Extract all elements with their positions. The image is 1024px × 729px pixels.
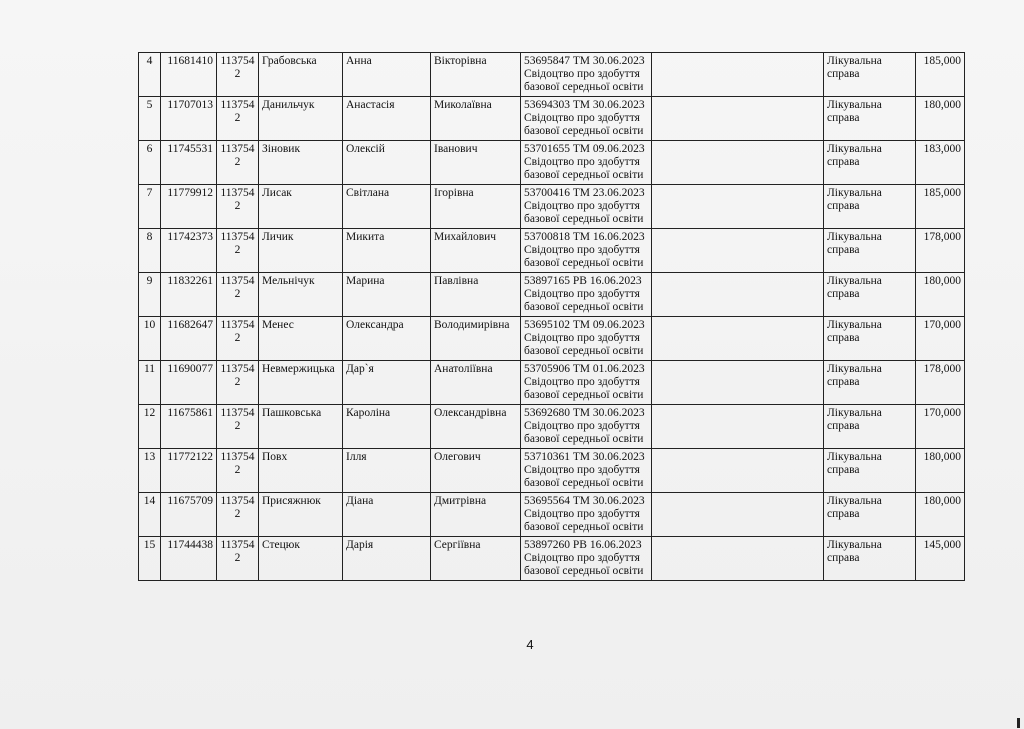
score: 180,000 bbox=[923, 495, 961, 507]
row-number: 7 bbox=[146, 187, 153, 199]
document-type-line2: базової середньої освіти bbox=[524, 345, 644, 357]
score-cell bbox=[916, 537, 965, 581]
document-type-line1: Свідоцтво про здобуття bbox=[524, 112, 640, 124]
empty-cell bbox=[652, 537, 824, 581]
applicant-id-cell bbox=[161, 273, 217, 317]
first-name: Діана bbox=[346, 495, 374, 507]
score-cell bbox=[916, 185, 965, 229]
first-name-cell bbox=[343, 185, 431, 229]
table-row bbox=[139, 229, 965, 273]
first-name-cell bbox=[343, 317, 431, 361]
patronymic-cell bbox=[431, 97, 521, 141]
specialty-code-part1: 113754 bbox=[220, 319, 255, 331]
applicant-id-cell bbox=[161, 141, 217, 185]
document-cell bbox=[521, 537, 652, 581]
document-cell bbox=[521, 53, 652, 97]
specialty-code-cell bbox=[217, 273, 259, 317]
score: 185,000 bbox=[923, 55, 961, 67]
program-line1: Лікувальна bbox=[827, 55, 882, 67]
empty-cell bbox=[652, 317, 824, 361]
specialty-code-cell bbox=[217, 449, 259, 493]
table-row bbox=[139, 405, 965, 449]
specialty-code-cell bbox=[217, 97, 259, 141]
document-type-line1: Свідоцтво про здобуття bbox=[524, 376, 640, 388]
document-cell bbox=[521, 141, 652, 185]
specialty-code-cell bbox=[217, 141, 259, 185]
document-number: 53700818 ТМ 16.06.2023 bbox=[524, 231, 645, 243]
specialty-code-part1: 113754 bbox=[220, 55, 255, 67]
specialty-code-part1: 113754 bbox=[220, 275, 255, 287]
row-number: 12 bbox=[143, 407, 156, 419]
program-line2: справа bbox=[827, 552, 860, 564]
document-number: 53692680 ТМ 30.06.2023 bbox=[524, 407, 645, 419]
applicant-id-cell bbox=[161, 229, 217, 273]
first-name-cell bbox=[343, 141, 431, 185]
document-type-line2: базової середньої освіти bbox=[524, 477, 644, 489]
document-cell bbox=[521, 361, 652, 405]
surname-cell bbox=[259, 493, 343, 537]
first-name-cell bbox=[343, 361, 431, 405]
document-number: 53897165 РВ 16.06.2023 bbox=[524, 275, 642, 287]
score-cell bbox=[916, 229, 965, 273]
first-name: Кароліна bbox=[346, 407, 391, 419]
specialty-code-cell bbox=[217, 493, 259, 537]
document-type-line2: базової середньої освіти bbox=[524, 213, 644, 225]
row-number: 8 bbox=[146, 231, 153, 243]
program-cell bbox=[824, 449, 916, 493]
score: 180,000 bbox=[923, 275, 961, 287]
program-line1: Лікувальна bbox=[827, 143, 882, 155]
first-name-cell bbox=[343, 53, 431, 97]
score-cell bbox=[916, 53, 965, 97]
row-number-cell bbox=[139, 53, 161, 97]
page-number: 4 bbox=[526, 637, 534, 652]
table-row bbox=[139, 317, 965, 361]
program-line1: Лікувальна bbox=[827, 231, 882, 243]
document-type-line2: базової середньої освіти bbox=[524, 169, 644, 181]
score: 180,000 bbox=[923, 99, 961, 111]
row-number-cell bbox=[139, 493, 161, 537]
first-name: Марина bbox=[346, 275, 385, 287]
row-number-cell bbox=[139, 361, 161, 405]
program-line1: Лікувальна bbox=[827, 319, 882, 331]
score: 170,000 bbox=[923, 407, 961, 419]
applicants-table bbox=[138, 52, 965, 581]
table-row bbox=[139, 53, 965, 97]
score-cell bbox=[916, 97, 965, 141]
program-cell bbox=[824, 97, 916, 141]
row-number: 15 bbox=[143, 539, 156, 551]
document-cell bbox=[521, 229, 652, 273]
first-name-cell bbox=[343, 493, 431, 537]
surname-cell bbox=[259, 537, 343, 581]
patronymic-cell bbox=[431, 141, 521, 185]
program-line2: справа bbox=[827, 68, 860, 80]
empty-cell bbox=[652, 449, 824, 493]
applicant-id: 11832261 bbox=[167, 275, 213, 287]
first-name: Олександра bbox=[346, 319, 404, 331]
first-name: Дар`я bbox=[346, 363, 374, 375]
empty-cell bbox=[652, 141, 824, 185]
specialty-code-part2: 2 bbox=[234, 376, 241, 388]
row-number-cell bbox=[139, 185, 161, 229]
document-type-line2: базової середньої освіти bbox=[524, 433, 644, 445]
score: 145,000 bbox=[923, 539, 961, 551]
document-type-line1: Свідоцтво про здобуття bbox=[524, 464, 640, 476]
surname: Личик bbox=[262, 231, 294, 243]
patronymic-cell bbox=[431, 449, 521, 493]
row-number-cell bbox=[139, 317, 161, 361]
specialty-code-part2: 2 bbox=[234, 288, 241, 300]
patronymic-cell bbox=[431, 493, 521, 537]
row-number: 4 bbox=[146, 55, 153, 67]
document-type-line1: Свідоцтво про здобуття bbox=[524, 332, 640, 344]
document-type-line2: базової середньої освіти bbox=[524, 565, 644, 577]
patronymic-cell bbox=[431, 317, 521, 361]
row-number: 5 bbox=[146, 99, 153, 111]
first-name: Дарія bbox=[346, 539, 374, 551]
patronymic: Ігорівна bbox=[434, 187, 474, 199]
patronymic-cell bbox=[431, 185, 521, 229]
first-name-cell bbox=[343, 97, 431, 141]
score-cell bbox=[916, 361, 965, 405]
first-name: Анна bbox=[346, 55, 372, 67]
document-type-line1: Свідоцтво про здобуття bbox=[524, 156, 640, 168]
applicant-id: 11779912 bbox=[167, 187, 213, 199]
document-type-line1: Свідоцтво про здобуття bbox=[524, 508, 640, 520]
document-type-line2: базової середньої освіти bbox=[524, 301, 644, 313]
specialty-code-cell bbox=[217, 229, 259, 273]
applicant-id: 11682647 bbox=[167, 319, 213, 331]
patronymic: Павлівна bbox=[434, 275, 479, 287]
document-number: 53695564 ТМ 30.06.2023 bbox=[524, 495, 645, 507]
patronymic-cell bbox=[431, 53, 521, 97]
patronymic-cell bbox=[431, 229, 521, 273]
program-cell bbox=[824, 317, 916, 361]
program-line1: Лікувальна bbox=[827, 363, 882, 375]
surname-cell bbox=[259, 405, 343, 449]
specialty-code-part2: 2 bbox=[234, 68, 241, 80]
specialty-code-part1: 113754 bbox=[220, 99, 255, 111]
surname: Стецюк bbox=[262, 539, 300, 551]
document-cell bbox=[521, 97, 652, 141]
document-type-line1: Свідоцтво про здобуття bbox=[524, 68, 640, 80]
score: 178,000 bbox=[923, 231, 961, 243]
score-cell bbox=[916, 493, 965, 537]
applicant-id-cell bbox=[161, 185, 217, 229]
program-cell bbox=[824, 53, 916, 97]
specialty-code-part1: 113754 bbox=[220, 451, 255, 463]
program-line1: Лікувальна bbox=[827, 187, 882, 199]
document-type-line2: базової середньої освіти bbox=[524, 521, 644, 533]
patronymic-cell bbox=[431, 405, 521, 449]
document-cell bbox=[521, 317, 652, 361]
patronymic: Володимирівна bbox=[434, 319, 510, 331]
row-number: 11 bbox=[143, 363, 156, 375]
empty-cell bbox=[652, 405, 824, 449]
applicant-id-cell bbox=[161, 317, 217, 361]
program-cell bbox=[824, 537, 916, 581]
applicant-id: 11707013 bbox=[167, 99, 213, 111]
program-line2: справа bbox=[827, 332, 860, 344]
specialty-code-cell bbox=[217, 361, 259, 405]
applicant-id-cell bbox=[161, 537, 217, 581]
specialty-code-part1: 113754 bbox=[220, 363, 255, 375]
surname-cell bbox=[259, 141, 343, 185]
empty-cell bbox=[652, 273, 824, 317]
patronymic: Іванович bbox=[434, 143, 478, 155]
row-number-cell bbox=[139, 449, 161, 493]
table-row bbox=[139, 493, 965, 537]
table-row bbox=[139, 97, 965, 141]
score: 180,000 bbox=[923, 451, 961, 463]
surname-cell bbox=[259, 273, 343, 317]
program-line1: Лікувальна bbox=[827, 451, 882, 463]
program-cell bbox=[824, 229, 916, 273]
score-cell bbox=[916, 317, 965, 361]
program-cell bbox=[824, 141, 916, 185]
program-cell bbox=[824, 405, 916, 449]
specialty-code-part2: 2 bbox=[234, 156, 241, 168]
specialty-code-part2: 2 bbox=[234, 244, 241, 256]
applicant-id: 11772122 bbox=[167, 451, 213, 463]
document-number: 53695847 ТМ 30.06.2023 bbox=[524, 55, 645, 67]
first-name: Олексій bbox=[346, 143, 385, 155]
specialty-code-part1: 113754 bbox=[220, 231, 255, 243]
surname: Повх bbox=[262, 451, 288, 463]
score-cell bbox=[916, 449, 965, 493]
first-name: Микита bbox=[346, 231, 385, 243]
applicant-id: 11681410 bbox=[167, 55, 213, 67]
program-cell bbox=[824, 361, 916, 405]
program-line2: справа bbox=[827, 200, 860, 212]
specialty-code-part2: 2 bbox=[234, 112, 241, 124]
document-number: 53710361 ТМ 30.06.2023 bbox=[524, 451, 645, 463]
specialty-code-cell bbox=[217, 53, 259, 97]
empty-cell bbox=[652, 229, 824, 273]
empty-cell bbox=[652, 97, 824, 141]
patronymic: Анатоліївна bbox=[434, 363, 493, 375]
first-name-cell bbox=[343, 229, 431, 273]
document-type-line2: базової середньої освіти bbox=[524, 389, 644, 401]
empty-cell bbox=[652, 185, 824, 229]
program-cell bbox=[824, 185, 916, 229]
document-type-line2: базової середньої освіти bbox=[524, 257, 644, 269]
program-line1: Лікувальна bbox=[827, 275, 882, 287]
patronymic-cell bbox=[431, 273, 521, 317]
program-line1: Лікувальна bbox=[827, 407, 882, 419]
table-body bbox=[139, 53, 965, 581]
document-number: 53701655 ТМ 09.06.2023 bbox=[524, 143, 645, 155]
program-line1: Лікувальна bbox=[827, 539, 882, 551]
specialty-code-cell bbox=[217, 317, 259, 361]
program-cell bbox=[824, 493, 916, 537]
document-cell bbox=[521, 493, 652, 537]
specialty-code-part2: 2 bbox=[234, 200, 241, 212]
score-cell bbox=[916, 273, 965, 317]
document-cell bbox=[521, 405, 652, 449]
table-row bbox=[139, 141, 965, 185]
applicant-id-cell bbox=[161, 53, 217, 97]
patronymic-cell bbox=[431, 361, 521, 405]
row-number: 9 bbox=[146, 275, 153, 287]
patronymic: Олександрівна bbox=[434, 407, 507, 419]
row-number-cell bbox=[139, 273, 161, 317]
program-line2: справа bbox=[827, 112, 860, 124]
specialty-code-cell bbox=[217, 405, 259, 449]
first-name-cell bbox=[343, 537, 431, 581]
program-cell bbox=[824, 273, 916, 317]
document-cell bbox=[521, 449, 652, 493]
surname: Невмержицька bbox=[262, 363, 335, 375]
applicant-id: 11690077 bbox=[167, 363, 213, 375]
document-type-line2: базової середньої освіти bbox=[524, 81, 644, 93]
patronymic: Олегович bbox=[434, 451, 481, 463]
surname-cell bbox=[259, 185, 343, 229]
document-type-line1: Свідоцтво про здобуття bbox=[524, 552, 640, 564]
score-cell bbox=[916, 141, 965, 185]
row-number-cell bbox=[139, 97, 161, 141]
specialty-code-part2: 2 bbox=[234, 332, 241, 344]
surname-cell bbox=[259, 97, 343, 141]
scan-edge-mark bbox=[1017, 718, 1020, 728]
applicant-id-cell bbox=[161, 97, 217, 141]
score: 183,000 bbox=[923, 143, 961, 155]
table-row bbox=[139, 273, 965, 317]
patronymic: Сергіївна bbox=[434, 539, 481, 551]
patronymic: Михайлович bbox=[434, 231, 497, 243]
table-row bbox=[139, 449, 965, 493]
document-number: 53695102 ТМ 09.06.2023 bbox=[524, 319, 645, 331]
surname: Лисак bbox=[262, 187, 292, 199]
specialty-code-part1: 113754 bbox=[220, 539, 255, 551]
specialty-code-part1: 113754 bbox=[220, 143, 255, 155]
program-line2: справа bbox=[827, 508, 860, 520]
surname-cell bbox=[259, 229, 343, 273]
surname-cell bbox=[259, 53, 343, 97]
first-name-cell bbox=[343, 449, 431, 493]
patronymic: Вікторівна bbox=[434, 55, 487, 67]
program-line2: справа bbox=[827, 288, 860, 300]
row-number-cell bbox=[139, 141, 161, 185]
row-number-cell bbox=[139, 405, 161, 449]
row-number: 13 bbox=[143, 451, 156, 463]
first-name-cell bbox=[343, 405, 431, 449]
row-number: 6 bbox=[146, 143, 153, 155]
document-number: 53705906 ТМ 01.06.2023 bbox=[524, 363, 645, 375]
applicant-id-cell bbox=[161, 361, 217, 405]
document-type-line2: базової середньої освіти bbox=[524, 125, 644, 137]
table-row bbox=[139, 537, 965, 581]
surname: Зіновик bbox=[262, 143, 301, 155]
patronymic-cell bbox=[431, 537, 521, 581]
table-row bbox=[139, 361, 965, 405]
first-name: Ілля bbox=[346, 451, 367, 463]
program-line2: справа bbox=[827, 420, 860, 432]
score: 185,000 bbox=[923, 187, 961, 199]
patronymic: Миколаївна bbox=[434, 99, 492, 111]
applicant-id-cell bbox=[161, 493, 217, 537]
surname: Менес bbox=[262, 319, 294, 331]
applicant-id: 11675861 bbox=[167, 407, 213, 419]
document-type-line1: Свідоцтво про здобуття bbox=[524, 200, 640, 212]
row-number: 14 bbox=[143, 495, 156, 507]
row-number-cell bbox=[139, 537, 161, 581]
specialty-code-cell bbox=[217, 185, 259, 229]
document-number: 53700416 ТМ 23.06.2023 bbox=[524, 187, 645, 199]
program-line2: справа bbox=[827, 244, 860, 256]
specialty-code-part2: 2 bbox=[234, 552, 241, 564]
patronymic: Дмитрівна bbox=[434, 495, 487, 507]
program-line1: Лікувальна bbox=[827, 99, 882, 111]
specialty-code-part1: 113754 bbox=[220, 495, 255, 507]
applicant-id-cell bbox=[161, 405, 217, 449]
specialty-code-part2: 2 bbox=[234, 508, 241, 520]
document-type-line1: Свідоцтво про здобуття bbox=[524, 420, 640, 432]
surname-cell bbox=[259, 449, 343, 493]
row-number: 10 bbox=[143, 319, 156, 331]
table-row bbox=[139, 185, 965, 229]
applicant-id: 11744438 bbox=[167, 539, 213, 551]
program-line2: справа bbox=[827, 464, 860, 476]
score: 178,000 bbox=[923, 363, 961, 375]
surname-cell bbox=[259, 361, 343, 405]
document-cell bbox=[521, 185, 652, 229]
applicant-id: 11745531 bbox=[167, 143, 213, 155]
score-cell bbox=[916, 405, 965, 449]
surname: Присяжнюк bbox=[262, 495, 321, 507]
program-line1: Лікувальна bbox=[827, 495, 882, 507]
score: 170,000 bbox=[923, 319, 961, 331]
specialty-code-part2: 2 bbox=[234, 420, 241, 432]
document-number: 53897260 РВ 16.06.2023 bbox=[524, 539, 642, 551]
document-number: 53694303 ТМ 30.06.2023 bbox=[524, 99, 645, 111]
surname: Пашковська bbox=[262, 407, 322, 419]
empty-cell bbox=[652, 493, 824, 537]
specialty-code-part1: 113754 bbox=[220, 187, 255, 199]
surname: Мельнічук bbox=[262, 275, 315, 287]
specialty-code-cell bbox=[217, 537, 259, 581]
program-line2: справа bbox=[827, 156, 860, 168]
first-name: Анастасія bbox=[346, 99, 395, 111]
row-number-cell bbox=[139, 229, 161, 273]
surname: Грабовська bbox=[262, 55, 317, 67]
applicant-id: 11675709 bbox=[167, 495, 213, 507]
surname: Данильчук bbox=[262, 99, 315, 111]
empty-cell bbox=[652, 53, 824, 97]
document-cell bbox=[521, 273, 652, 317]
document-type-line1: Свідоцтво про здобуття bbox=[524, 244, 640, 256]
specialty-code-part2: 2 bbox=[234, 464, 241, 476]
applicant-id-cell bbox=[161, 449, 217, 493]
specialty-code-part1: 113754 bbox=[220, 407, 255, 419]
empty-cell bbox=[652, 361, 824, 405]
surname-cell bbox=[259, 317, 343, 361]
first-name: Світлана bbox=[346, 187, 390, 199]
first-name-cell bbox=[343, 273, 431, 317]
applicant-id: 11742373 bbox=[167, 231, 213, 243]
document-type-line1: Свідоцтво про здобуття bbox=[524, 288, 640, 300]
program-line2: справа bbox=[827, 376, 860, 388]
